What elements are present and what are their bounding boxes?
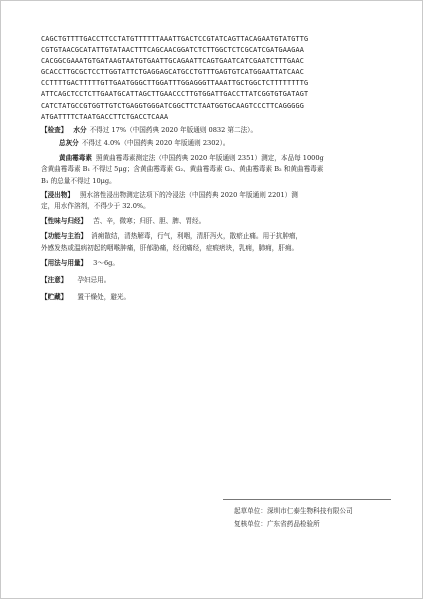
reviewer-name: 广东省药品检验所	[266, 520, 320, 528]
moisture-label: 水分	[73, 125, 87, 134]
sequence-line: ATGATTTTCTAATGACCTTCTGACCTCAAA	[41, 112, 169, 121]
sequence-line: CGTGTAACGCATATTGTATAACTTTCAGCAACGGATCTCTTGGCTCTCGCATCGATGAAGAA	[41, 46, 305, 55]
sequence-line: ATTCAGCTCCTCTTGAATGCATTAGCTTGAACCCTTGTGGATTGACCTTATCGGTGTGATAGT	[41, 90, 309, 99]
check-heading: 【检查】	[41, 125, 68, 134]
caution-section	[41, 275, 393, 286]
ash-label: 总灰分	[59, 138, 79, 147]
moisture-text: 不得过 17%（中国药典 2020 年版通则 0832 第二法）。	[89, 125, 258, 134]
extract-heading: 【浸出物】	[41, 190, 74, 199]
ash-text: 不得过 4.0%（中国药典 2020 年版通则 2302）。	[81, 138, 230, 147]
drafter-name: 深圳市仁泰生物科技有限公司	[266, 507, 353, 515]
extract-text-line2: 定，用水作溶剂，不得少于 32.0%。	[41, 201, 150, 210]
footer-divider	[223, 499, 391, 500]
sequence-line: CAGCTGTTTTGACCTTCCTATGTTTTTTAAATTGACTCCGTATCAGTTACAGAATGTATGTTG	[41, 35, 309, 43]
caution-heading: 【注意】	[41, 275, 68, 284]
nature-section	[41, 216, 393, 227]
nature-heading: 【性味与归经】	[41, 217, 88, 226]
aflatoxin-text-line2: 含黄曲霉毒素 B₁ 不得过 5μg；含黄曲霉毒素 G₂、黄曲霉毒素 G₁、黄曲霉毒素 B₂ 和黄曲霉毒素	[41, 165, 324, 174]
dosage-section	[41, 258, 393, 269]
function-section	[41, 231, 393, 253]
sequence-line: CACGGCGAAATGTGATAAGTAATGTGAATTGCAGAATTCAGTGAATCATCGAATCTTTGAAC	[41, 57, 305, 66]
drafter-label: 起草单位：	[234, 507, 267, 515]
aflatoxin-text-line3: B₁ 的总量不得过 10μg。	[41, 176, 116, 185]
storage-text: 置干燥处，避光。	[77, 293, 131, 302]
sequence-line: CATCTATGCCGTGGTTGTCTGAGGTGGGATCGGCTTCTAATGGTGCAAGTCCCTTCAGGGGG	[41, 101, 305, 110]
aflatoxin-label: 黄曲霉毒素	[59, 154, 92, 163]
drafter-line	[234, 505, 353, 518]
extract-text-line1: 照水溶性浸出物测定法项下的冷浸法（中国药典 2020 年版通则 2201）测	[79, 190, 298, 199]
function-heading: 【功能与主治】	[41, 232, 88, 241]
dosage-heading: 【用法与用量】	[41, 258, 88, 267]
function-text-line1: 消痈散结，清热解毒，行气，利咽，清肝泻火，散瘀止痛。用于抗肿瘤，	[91, 232, 303, 241]
sequence-line: GCACCTTGCGCTCCTTGGTATTCTGAGGAGCATGCCTGTTTGAGTGTCATGGAATTATCAAC	[41, 68, 305, 77]
check-section	[41, 125, 393, 187]
nature-text: 苦、辛，微寒；归肝、胆、脾、胃经。	[93, 217, 206, 226]
aflatoxin-text-line1: 照黄曲霉毒素测定法（中国药典 2020 年版通则 2351）测定，本品每 1000g	[95, 154, 324, 163]
storage-heading: 【贮藏】	[41, 293, 68, 302]
reviewer-label: 复核单位：	[234, 520, 267, 528]
extract-section	[41, 190, 393, 212]
caution-text: 孕妇忌用。	[77, 275, 111, 284]
sequence-line: CCTTTTGACTTTTTGTTGAATGGGCTTGGATTTGGAGGGTTAAATTGCTGGCTCTTTTTTTTG	[41, 79, 309, 88]
document-body	[41, 34, 393, 303]
storage-section	[41, 292, 393, 303]
footer	[234, 505, 353, 531]
reviewer-line	[234, 518, 353, 531]
function-text-line2: 外感发热或温病初起的咽喉肿痛，肝郁胁痛，经闭痛经，症瘕痞块，乳痈，肺痈，肝痈。	[41, 243, 299, 252]
dna-sequence-block	[41, 34, 393, 123]
dosage-text: 3～6g。	[93, 258, 119, 267]
